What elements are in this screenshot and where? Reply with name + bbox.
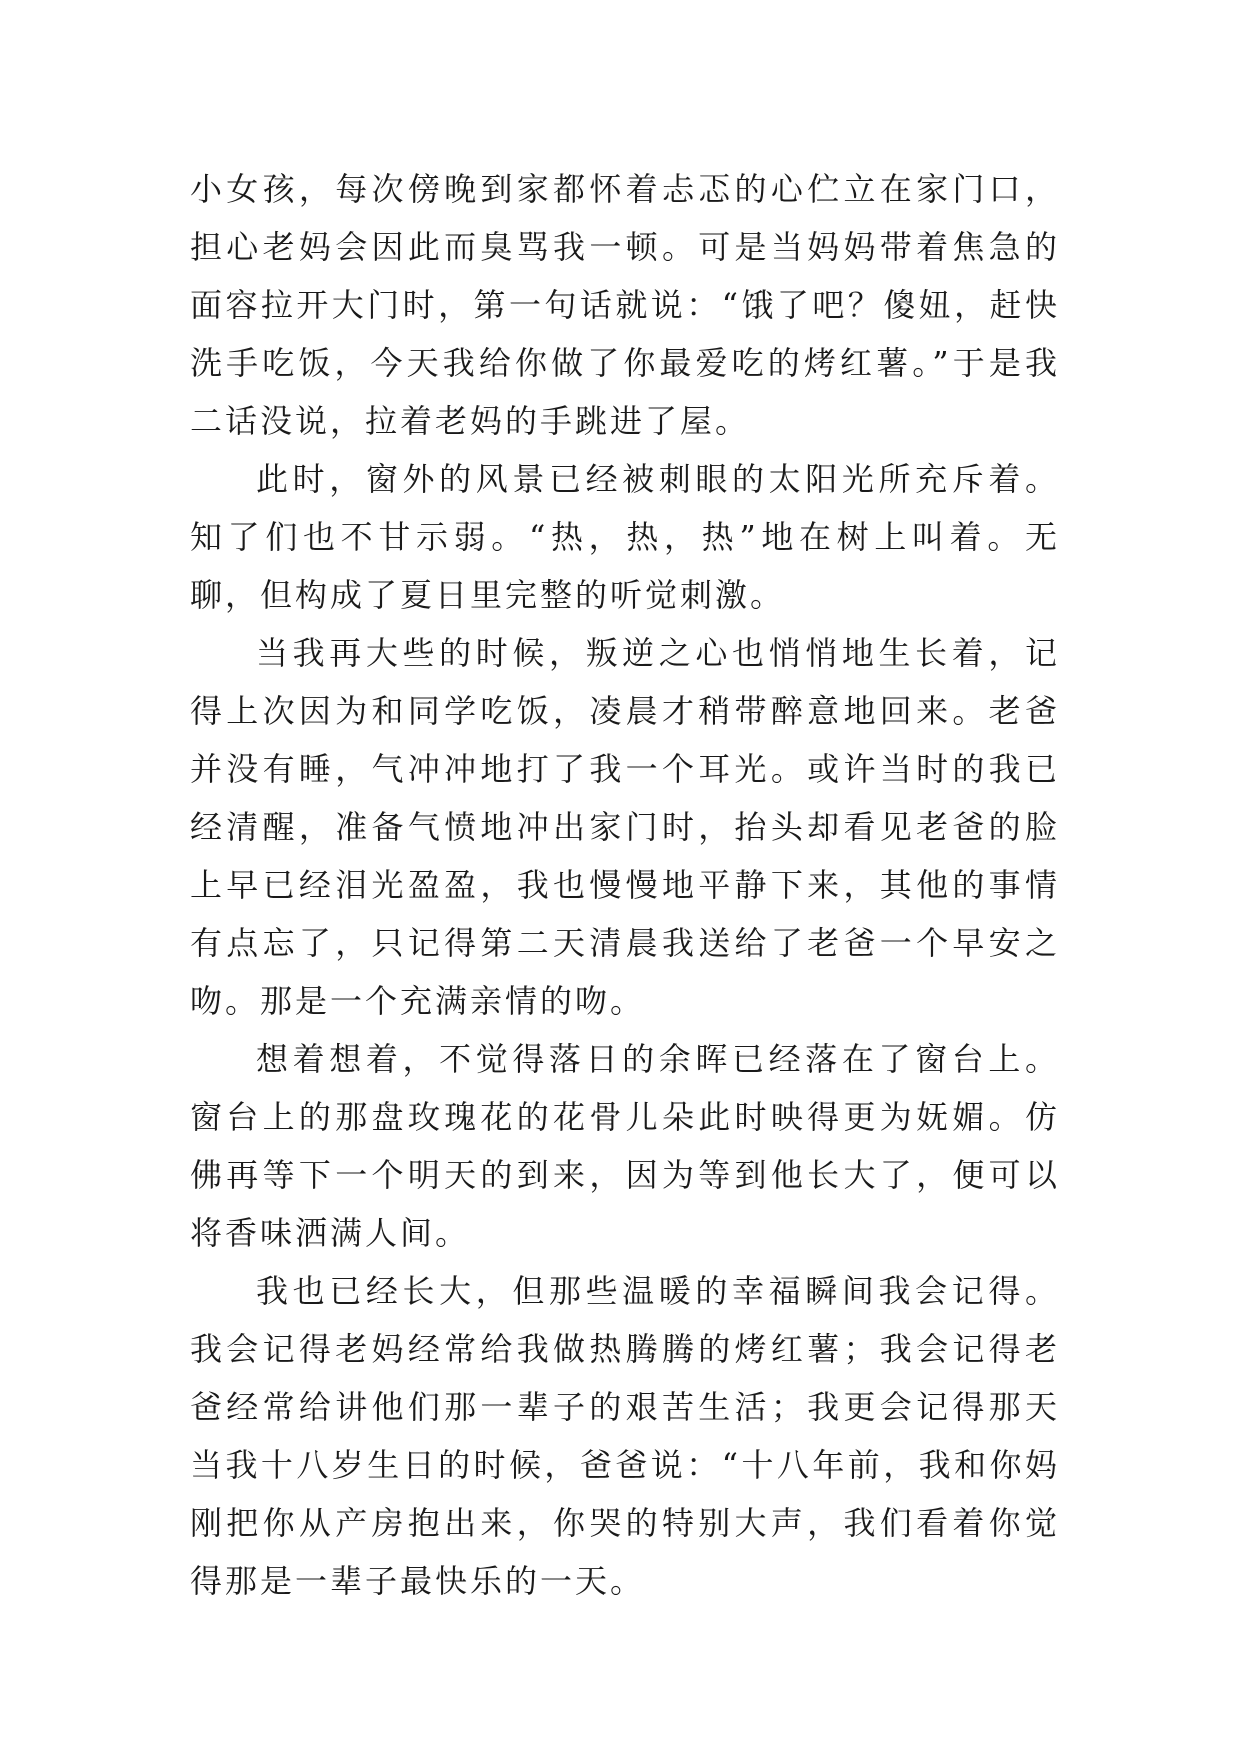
- document-body: [190, 160, 1060, 1610]
- paragraph-1: 小女孩，每次傍晚到家都怀着忐忑的心伫立在家门口，担心老妈会因此而臭骂我一顿。可是当妈妈带着焦急的面容拉开大门时，第一句话就说：“饿了吧？傻妞，赶快洗手吃饭，今天我给你做了你最爱吃的烤红薯。”于是我二话没说，拉着老妈的手跳进了屋。: [190, 170, 1060, 440]
- paragraph-4: 想着想着，不觉得落日的余晖已经落在了窗台上。窗台上的那盘玫瑰花的花骨儿朵此时映得更为妩媚。仿佛再等下一个明天的到来，因为等到他长大了，便可以将香味洒满人间。: [190, 1040, 1060, 1252]
- paragraph-5: 我也已经长大，但那些温暖的幸福瞬间我会记得。我会记得老妈经常给我做热腾腾的烤红薯；我会记得老爸经常给讲他们那一辈子的艰苦生活；我更会记得那天当我十八岁生日的时候，爸爸说：“十八年前，我和你妈刚把你从产房抱出来，你哭的特别大声，我们看着你觉得那是一辈子最快乐的一天。: [190, 1272, 1060, 1600]
- paragraph-3: 当我再大些的时候，叛逆之心也悄悄地生长着，记得上次因为和同学吃饭，凌晨才稍带醉意地回来。老爸并没有睡，气冲冲地打了我一个耳光。或许当时的我已经清醒，准备气愤地冲出家门时，抬头却看见老爸的脸上早已经泪光盈盈，我也慢慢地平静下来，其他的事情有点忘了，只记得第二天清晨我送给了老爸一个早安之吻。那是一个充满亲情的吻。: [190, 634, 1060, 1020]
- paragraph-2: 此时，窗外的风景已经被刺眼的太阳光所充斥着。知了们也不甘示弱。“热，热，热”地在树上叫着。无聊，但构成了夏日里完整的听觉刺激。: [190, 460, 1060, 614]
